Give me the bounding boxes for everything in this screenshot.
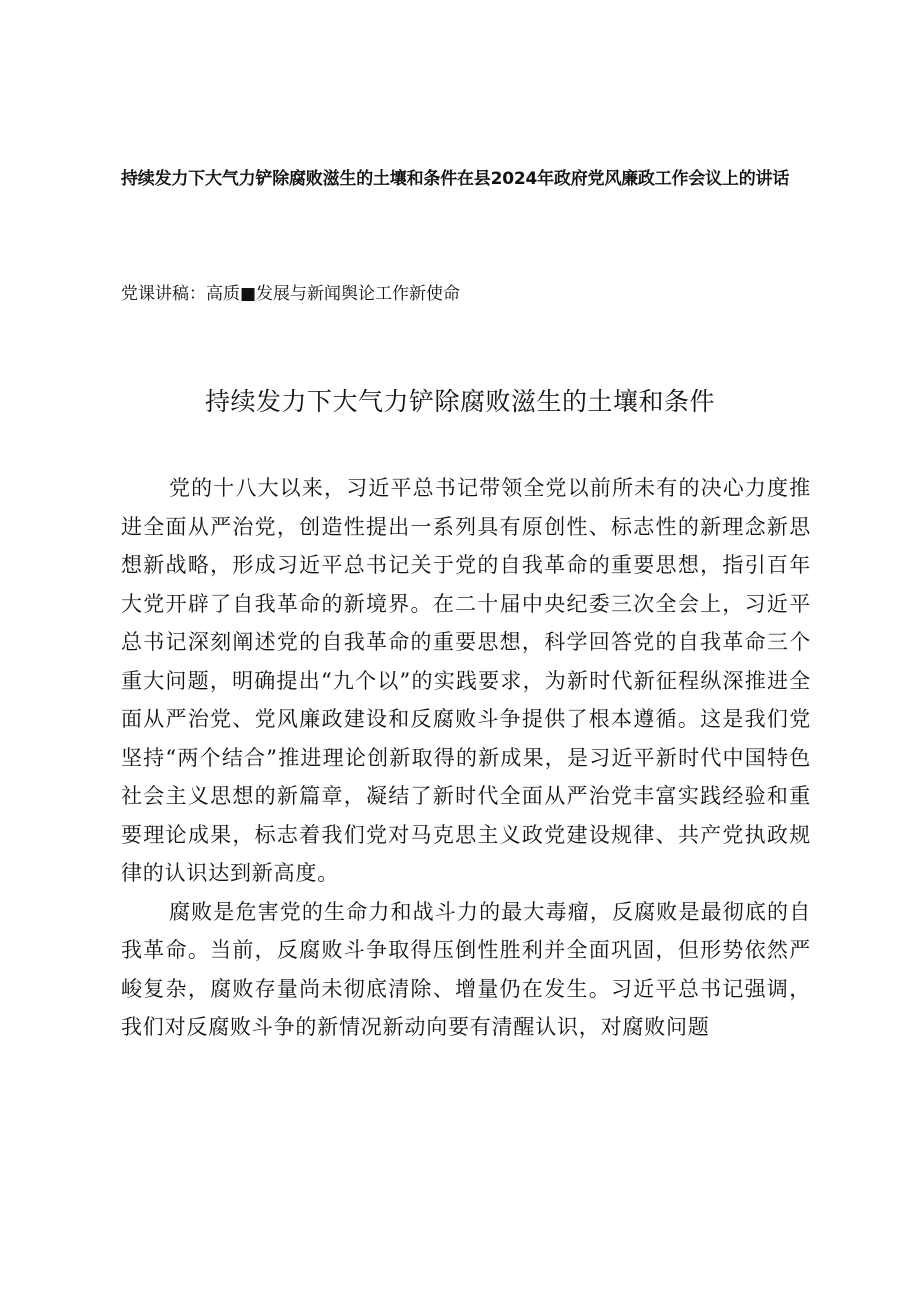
toc-entry-party-lecture: 党课讲稿：高质■发展与新闻舆论工作新使命 [121, 284, 461, 304]
body-paragraph: 党的十八大以来，习近平总书记带领全党以前所未有的决心力度推进全面从严治党，创造性提出一系列具有原创性、标志性的新理念新思想新战略，形成习近平总书记关于党的自我革命的重要思想，指引百年大党开辟了自我革命的新境界。在二十届中央纪委三次全会上，习近平总书记深刻阐述党的自我革命的重要思想，科学回答党的自我革命三个重大问题，明确提出“九个以”的实践要求，为新时代新征程纵深推进全面从严治党、党风廉政建设和反腐败斗争提供了根本遵循。这是我们党坚持“两个结合”推进理论创新取得的新成果，是习近平新时代中国特色社会主义思想的新篇章，凝结了新时代全面从严治党丰富实践经验和重要理论成果，标志着我们党对马克思主义政党建设规律、共产党执政规律的认识达到新高度。 [121, 476, 811, 885]
body-paragraph: 腐败是危害党的生命力和战斗力的最大毒瘤，反腐败是最彻底的自我革命。当前，反腐败斗争取得压倒性胜利并全面巩固，但形势依然严峻复杂，腐败存量尚未彻底清除、增量仍在发生。习近平总书记强调，我们对反腐败斗争的新情况新动向要有清醒认识，对腐败问题 [121, 899, 811, 1039]
article-title: 持续发力下大气力铲除腐败滋生的土壤和条件 [204, 387, 715, 416]
toc-entry-speech-title: 持续发力下大气力铲除腐败滋生的土壤和条件在县2024年政府党风廉政工作会议上的讲话 [121, 169, 790, 189]
article-body [121, 469, 811, 1047]
